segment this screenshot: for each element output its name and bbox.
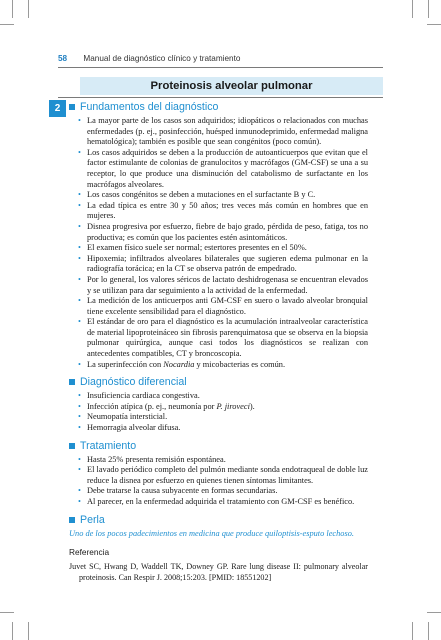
square-bullet-icon [69, 379, 75, 385]
list-item [69, 243, 368, 254]
list-item [69, 317, 368, 359]
list-item-text: Hasta 25% presenta remisión espontánea. [87, 454, 226, 464]
bullet-icon: • [78, 486, 81, 496]
list-item [69, 402, 368, 413]
running-header [58, 54, 240, 63]
section-heading [69, 376, 368, 389]
list-item-text: Infección atípica (p. ej., neumonía por [87, 401, 217, 411]
bullet-icon: • [78, 454, 81, 464]
list-item-text: El examen físico suele ser normal; estertores presentes en el 50%. [87, 243, 307, 253]
list-item [69, 455, 368, 466]
bullet-icon: • [78, 412, 81, 422]
crop-mark [427, 612, 441, 613]
bullet-list [69, 391, 368, 433]
list-item-text: Insuficiencia cardiaca congestiva. [87, 391, 200, 401]
bullet-icon: • [78, 190, 81, 200]
section-heading-text: Diagnóstico diferencial [80, 376, 187, 389]
main-content [69, 101, 368, 583]
bullet-icon: • [78, 221, 81, 231]
list-item-text: El lavado periódico completo del pulmón mediante sonda endotraqueal de doble luz reduce la disnea por esfuerzo en quienes tienen síntomas limitantes. [87, 465, 368, 485]
section-heading-text: Tratamiento [80, 439, 137, 452]
square-bullet-icon [69, 517, 75, 523]
crop-mark [428, 0, 429, 18]
crop-mark [28, 622, 29, 640]
list-item-text: La mayor parte de los casos son adquiridos; idiopáticos o relacionados con muchas enfermedades (p. ej., posinfección, huésped inmunodeprimido, enfermedad maligna hematológica); también es posible que sean congénitos (poco común). [87, 116, 368, 147]
list-item [69, 148, 368, 190]
square-bullet-icon [69, 104, 75, 110]
crop-mark [412, 622, 413, 640]
list-item [69, 360, 368, 371]
section-heading [69, 514, 368, 527]
bullet-icon: • [78, 359, 81, 369]
section-heading-text: Fundamentos del diagnóstico [80, 101, 219, 113]
list-item [69, 201, 368, 222]
list-item-text: Por lo general, los valores séricos de lactato deshidrogenasa se encuentran elevados y se utilizan para dar seguimiento a la actividad de la enfermedad. [87, 274, 368, 295]
square-bullet-icon [69, 443, 75, 449]
bullet-list [69, 116, 368, 370]
list-item [69, 465, 368, 486]
section-heading-text: Perla [80, 513, 105, 526]
section-heading [69, 440, 368, 453]
header-rule [58, 67, 383, 68]
bullet-icon: • [78, 401, 81, 411]
book-title: Manual de diagnóstico clínico y tratamiento [83, 54, 241, 63]
list-item [69, 391, 368, 402]
list-item-text: La superinfección con [87, 359, 164, 369]
bullet-icon: • [78, 423, 81, 433]
perla-text: Uno de los pocos padecimientos en medicina que produce quiloptisis-esputo lechoso. [69, 528, 354, 538]
page-title: Proteinosis alveolar pulmonar [80, 77, 383, 95]
bullet-icon: • [78, 465, 81, 475]
list-item [69, 423, 368, 434]
list-item [69, 116, 368, 148]
list-item-text: Debe tratarse la causa subyacente en formas secundarias. [87, 486, 278, 496]
italic-term: P. jiroveci [216, 401, 250, 411]
bullet-icon: • [78, 317, 81, 327]
list-item [69, 254, 368, 275]
list-item [69, 296, 368, 317]
list-item [69, 190, 368, 201]
bullet-icon: • [78, 243, 81, 253]
list-item-text: Los casos adquiridos se deben a la producción de autoanticuerpos que evitan que el factor estimulante de colonias de granulocitos y macrófagos (GM-CSF) se una a su receptor, lo que produce una disminución del catabolismo de surfactante en los macrófagos alveolares. [87, 147, 368, 189]
list-item-text: Al parecer, en la enfermedad adquirida el tratamiento con GM-CSF es benéfico. [87, 497, 355, 506]
list-item-text: El estándar de oro para el diagnóstico es la acumulación intraalveolar característica de material lipoproteináceo sin fibrosis parenquimatosa que se observa en la biopsia pulmonar quirúrgica, aunque casi todos los diagnósticos se realizan con antecedentes compatibles, CT y broncoscopia. [87, 317, 368, 359]
title-rule [58, 97, 383, 98]
crop-mark [427, 24, 441, 25]
crop-mark [0, 612, 14, 613]
bullet-icon: • [78, 497, 81, 506]
crop-mark [412, 0, 413, 18]
list-item [69, 486, 368, 497]
list-item-text: Hemorragia alveolar difusa. [87, 423, 181, 433]
list-item [69, 275, 368, 296]
bullet-icon: • [78, 274, 81, 284]
bullet-icon: • [78, 296, 81, 306]
bullet-icon: • [78, 391, 81, 401]
list-item-text: La medición de los anticuerpos anti GM-CSF en suero o lavado alveolar bronquial tiene excelente sensibilidad para el diagnóstico. [87, 296, 368, 316]
bullet-icon: • [78, 147, 81, 157]
crop-mark [12, 0, 13, 18]
crop-mark [28, 0, 29, 18]
list-item-text: Hipoxemia; infiltrados alveolares bilaterales que sugieren edema pulmonar en la radiografía torácica; en la CT se observa patrón de empedrado. [87, 253, 368, 274]
list-item-text: Los casos congénitos se deben a mutaciones en el surfactante B y C. [87, 190, 316, 200]
bullet-icon: • [78, 253, 81, 263]
crop-mark [12, 622, 13, 640]
bullet-icon: • [78, 200, 81, 210]
crop-mark [428, 622, 429, 640]
bullet-icon: • [78, 116, 81, 125]
section-heading [69, 101, 368, 114]
list-item-text: y micobacterias es común. [194, 359, 286, 369]
crop-mark [0, 24, 14, 25]
list-item-text: La edad típica es entre 30 y 50 años; tres veces más común en hombres que en mujeres. [87, 200, 368, 221]
list-item-text: ). [249, 401, 255, 411]
list-item [69, 497, 368, 508]
page-number: 58 [58, 54, 68, 63]
bullet-list [69, 455, 368, 508]
italic-term: Nocardia [163, 359, 195, 369]
list-item [69, 222, 368, 243]
list-item-text: Disnea progresiva por esfuerzo, fiebre de bajo grado, pérdida de peso, fatiga, tos no productiva; es común que los pacientes estén asintomáticos. [87, 221, 368, 242]
list-item-text: Neumopatía intersticial. [87, 412, 168, 422]
list-item [69, 412, 368, 423]
reference-heading: Referencia [69, 547, 110, 558]
reference-text: Juvet SC, Hwang D, Waddell TK, Downey GP. Rare lung disease II: pulmonary alveolar proteinosis. Can Respir J. 2008;15:203. [PMID: 18551202] [69, 562, 368, 582]
chapter-tab: 2 [49, 100, 66, 117]
